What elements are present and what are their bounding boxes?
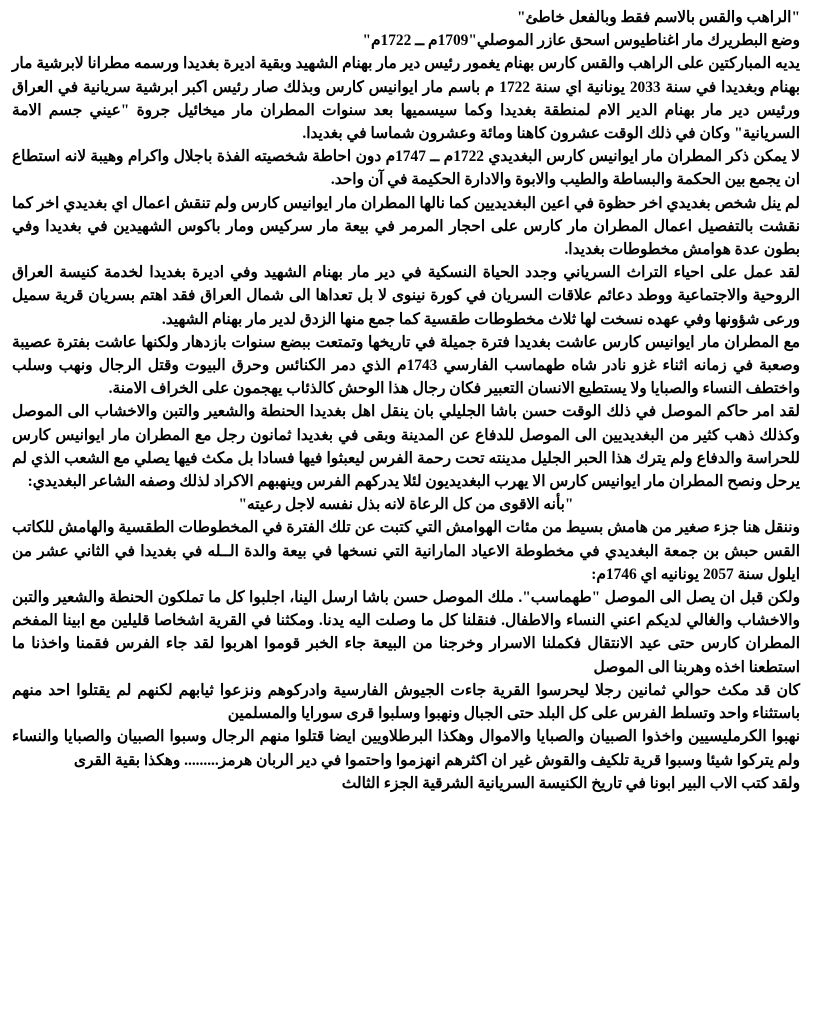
paragraph-10: كان قد مكث حوالي ثمانين رجلا ليحرسوا القرية جاءت الجيوش الفارسية وادركوهم ونزعوا ثيابهم لكنهم لم يقتلوا احد منهم باستثناء واحد وتسلط الفرس على كل البلد حتى الجبال ونهبوا وسلبوا قرى سورايا والمسلمين (12, 681, 800, 723)
paragraph-7: لقد امر حاكم الموصل في ذلك الوقت حسن باشا الجليلي بان ينقل اهل بغديدا الحنطة والشعير والتبن والاخشاب الى الموصل وكذلك ذهب كثير من البغديديين الى الموصل للدفاع عن المدينة وبقى في بغديدا ثمانون رجل مع المطران مار ايوانيس كارس للحراسة والدفاع ولم يترك هذا الحبر الجليل مدينته تحت رحمة الفرس ليعبثوا فيها فسادا بل مكث فيها يصلي مع الشعب الذي لم يرحل ونصح المطران مار ايوانيس كارس الا يهرب البغديديون لئلا يدركهم الفرس وينهبهم الاكراد لذلك وصفه الشاعر البغديدي: (12, 403, 800, 491)
paragraph-11: نهبوا الكرمليسيين واخذوا الصبيان والصبايا والاموال وهكذا البرطلاويين ايضا قتلوا منهم الرجال وسبوا الصبيان والصبايا والنساء ولم يتركوا شيئا وسبوا قرية تلكيف والقوش غير ان اكثرهم انهزموا واحتموا في دير الربان هرمز......... وهكذا بقية القرى (12, 728, 800, 769)
paragraph-6: مع المطران مار ايوانيس كارس عاشت بغديدا فترة جميلة في تاريخها وتمتعت ببضع سنوات بازدهار ولكنها عاشت بفترة عصيبة وصعبة في زمانه اثناء غزو نادر شاه طهماسب الفارسي 1743م الذي دمر الكنائس وحرق البيوت وقتل الرجال ونهب وسلب واختطف النساء والصبايا ولا يستطيع الانسان التعبير فكان رجال هذا الوحش كالذئاب يهجمون على الخراف الامنة. (12, 333, 800, 398)
paragraph-9: ولكن قبل ان يصل الى الموصل "طهماسب". ملك الموصل حسن باشا ارسل الينا، اجلبوا كل ما تملكون الحنطة والشعير والتبن والاخشاب والغالي لديكم اعني النساء والاطفال. فنقلنا كل ما وصلت اليه يدنا. ومكثنا في القرية اشخاصا قليلين مع ابينا المفخم المطران كارس حتى عيد الانتقال فكملنا الاسرار وخرجنا من البيعة جاء الخبر قوموا اهربوا لقد جاء الفرس فقمنا واخذنا ما استطعنا اخذه وهربنا الى الموصل (12, 589, 800, 676)
paragraph-12: ولقد كتب الاب البير ابونا في تاريخ الكنيسة السريانية الشرقية الجزء الثالث (341, 774, 800, 792)
document-title: "الراهب والقس بالاسم فقط وبالفعل خاطئ" (517, 9, 800, 26)
paragraph-5: لقد عمل على احياء التراث السرياني وجدد الحياة النسكية في دير مار بهنام الشهيد وفي اديرة بغديدا لخدمة كنيسة العراق الروحية والاجتماعية ووطد دعائم علاقات السريان في كورة نينوى لا بل تعداها الى شمال العراق فقد اهتم بسريان قرية سميل ورعى شؤونها وفي عهده نسخت لها ثلاث مخطوطات طقسية كما جمع منها الزدق لدير مار بهنام الشهيد. (12, 264, 800, 328)
paragraph-4: لم ينل شخص بغديدي اخر حظوة في اعين البغديديين كما نالها المطران مار ايوانيس كارس ولم تنقش اعمال اي بغديدي اخر كما نقشت بالتفصيل اعمال المطران مار كارس على احجار المرمر في بيعة مار سركيس ومار باكوس الشهيدين في بغديدا وفي بطون عدة هوامش مخطوطات بغديدا. (12, 194, 800, 259)
paragraph-2: يديه المباركتين على الراهب والقس كارس بهنام يغمور رئيس دير مار بهنام الشهيد وبقية اديرة بغديدا ورسمه مطرانا لابرشية مار بهنام وبغديدا في سنة 2033 يونانية اي سنة 1722 م باسم مار ايوانيس كارس وبذلك صار رئيس اكبر ابرشية سريانية في العراق ورئيس دير مار بهنام الدير الام لمنطقة بغديدا وكما سيسميها بعد سنوات المطران مار ميخائيل جروة "عيني جسم الامة السريانية" وكان في ذلك الوقت عشرون كاهنا ومائة وعشرون شماسا في بغديدا. (12, 55, 800, 143)
paragraph-1: وضع البطريرك مار اغناطيوس اسحق عازر الموصلي"1709م ــ 1722م" (362, 32, 800, 50)
paragraph-8: وننقل هنا جزء صغير من هامش بسيط من مئات الهوامش التي كتبت عن تلك الفترة في المخطوطات الطقسية والهامش للكاتب القس حبش بن جمعة البغديدي في مخطوطة الاعياد المارانية التي نسخها في بيعة والدة الــله في بغديدا في الثاني عشر من ايلول سنة 2057 يونانيه اي 1746م: (12, 519, 800, 583)
paragraph-3: لا يمكن ذكر المطران مار ايوانيس كارس البغديدي 1722م ــ 1747م دون احاطة شخصيته الفذة باجلال واكرام وهيبة لانه استطاع ان يجمع بين الحكمة والبساطة والطيب والابوة والادارة الحكيمة في آن واحد. (12, 148, 800, 189)
poet-quote: "بأنه الاقوى من كل الرعاة لانه بذل نفسه لاجل رعيته" (238, 496, 574, 514)
